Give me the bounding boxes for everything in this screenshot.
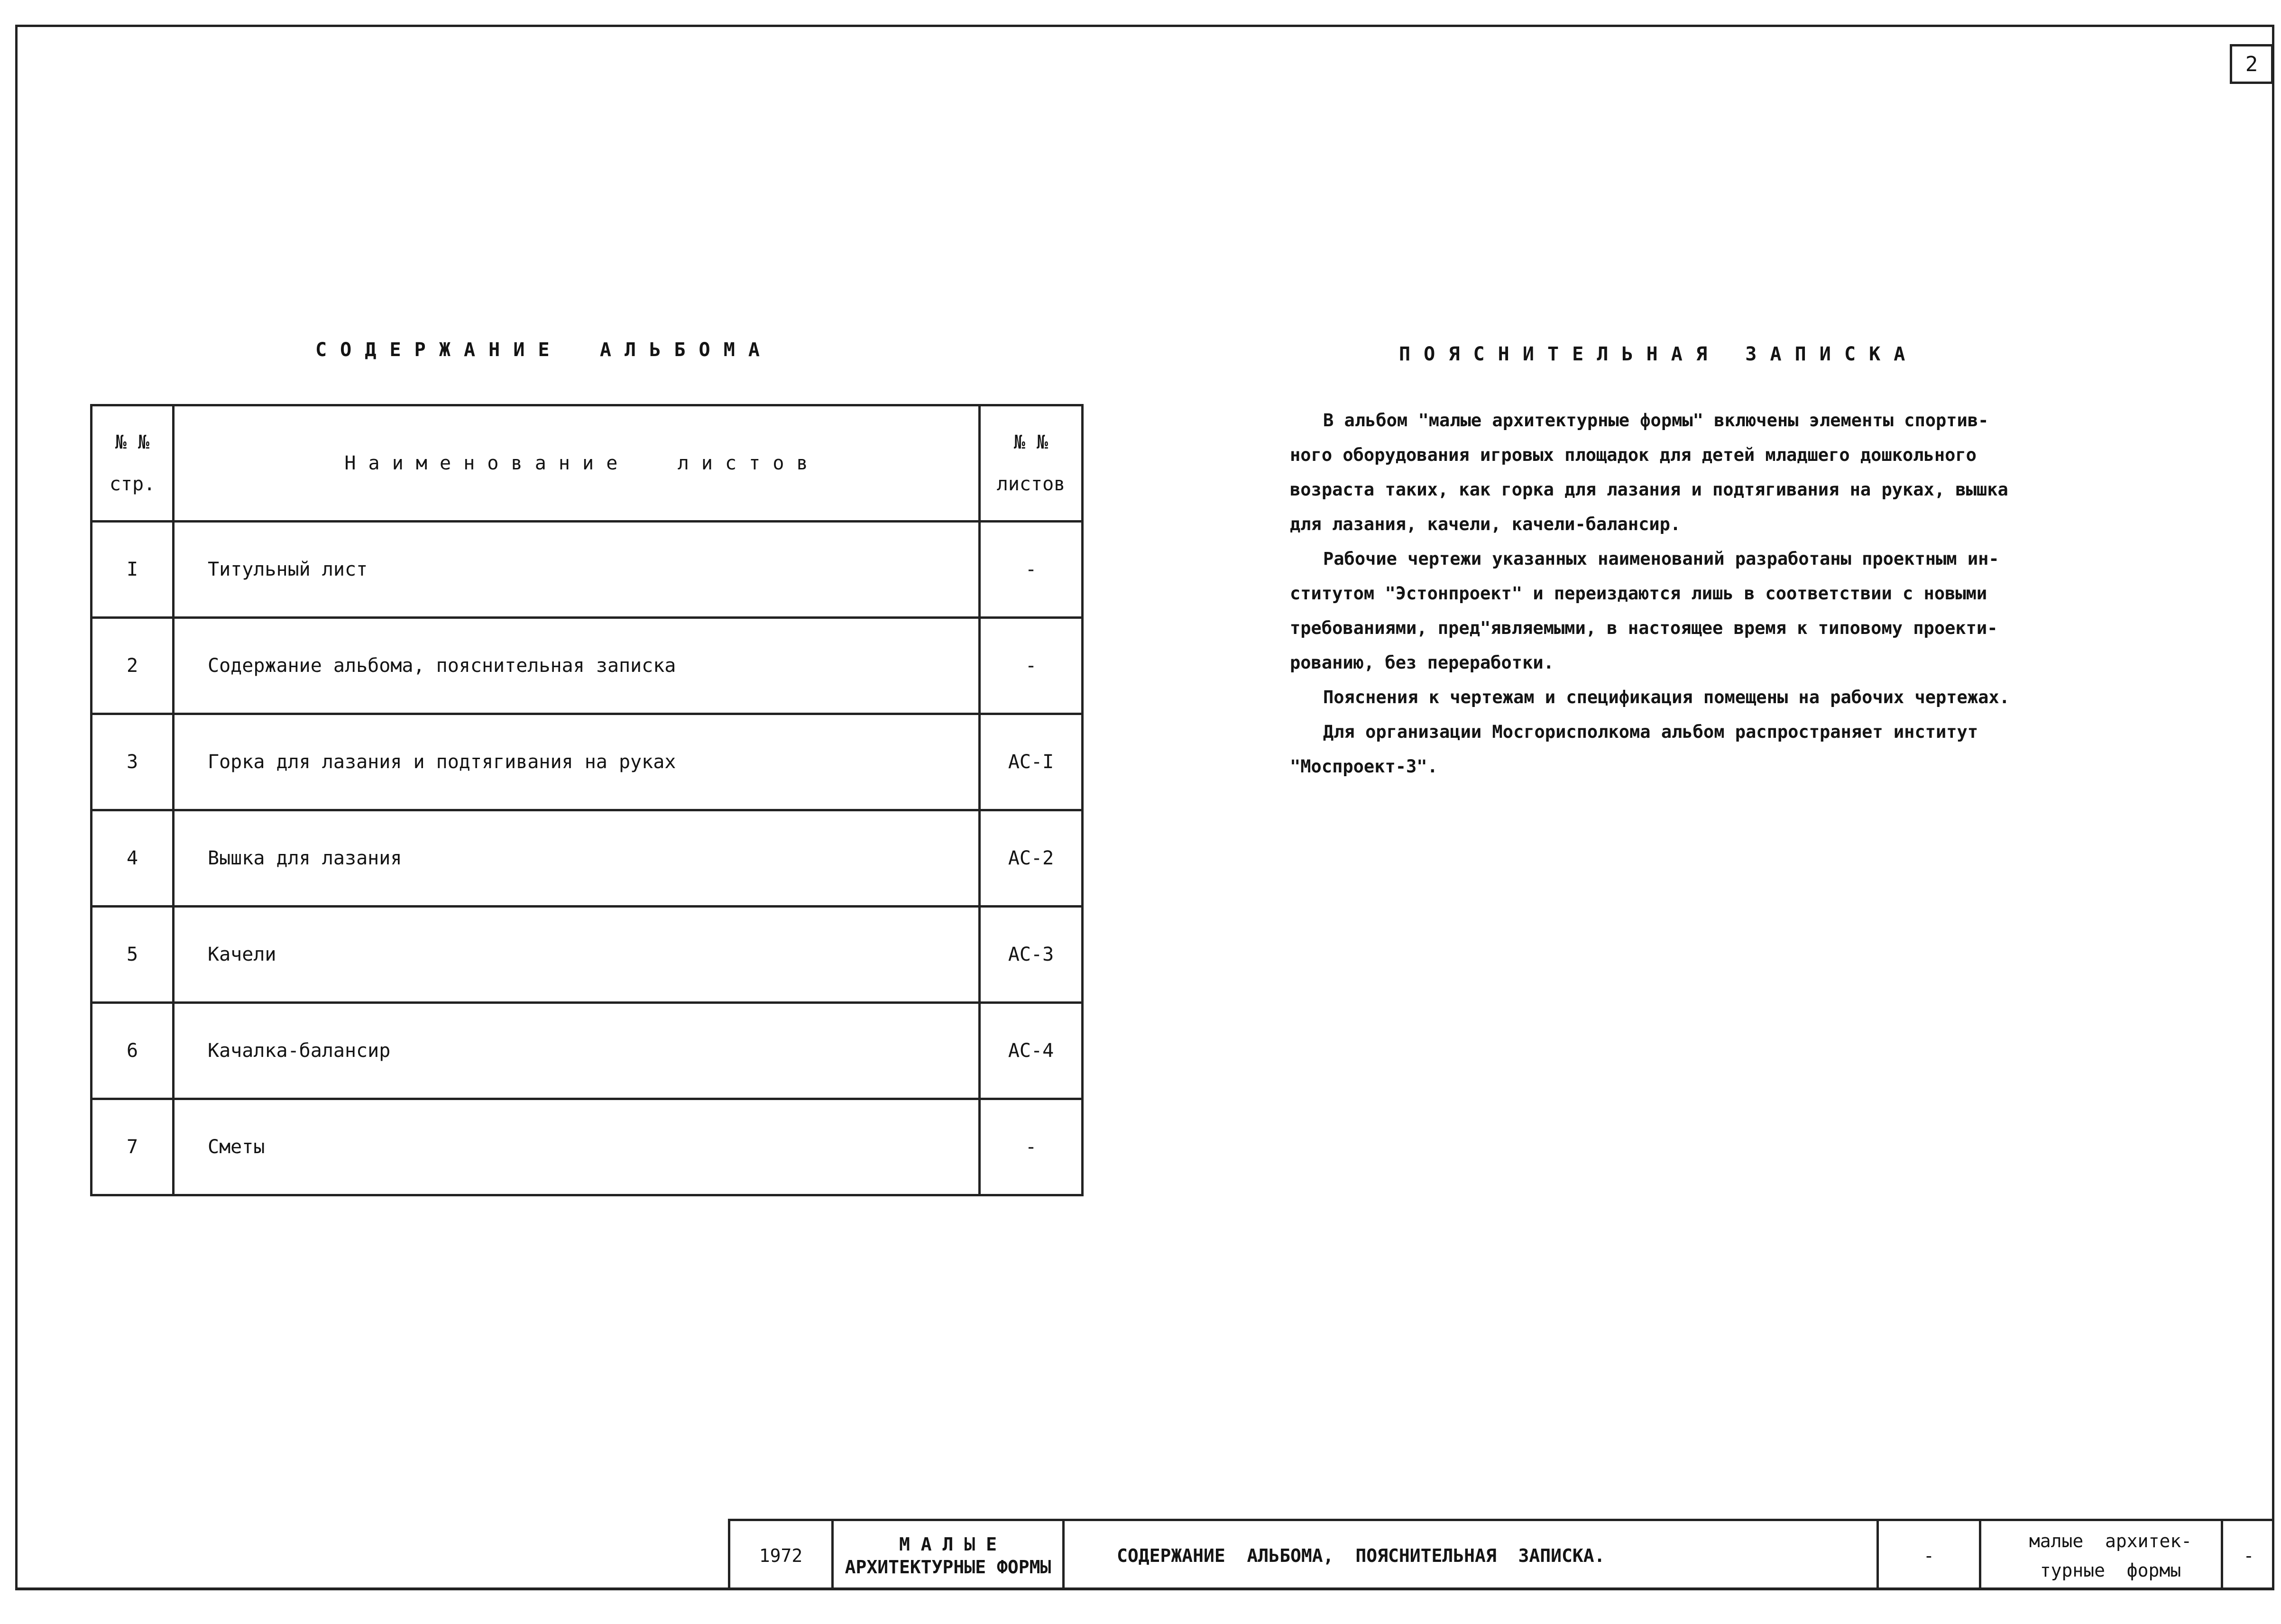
row-sheet-code: АС-2 (980, 810, 1083, 907)
note-line: В альбом "малые архитектурные формы" включены элементы спортив- (1323, 410, 1989, 431)
row-page-number: I (92, 522, 174, 618)
row-sheet-code: - (980, 1099, 1083, 1195)
row-sheet-code: АС-4 (980, 1003, 1083, 1099)
note-line: ститутом "Эстонпроект" и переиздаются лишь в соответствии с новыми (1290, 583, 1987, 604)
table-row (92, 1099, 1083, 1195)
row-sheet-name: Титульный лист (174, 522, 980, 618)
header-sheet-line2: листов (996, 473, 1066, 495)
stamp-year: 1972 (728, 1521, 831, 1590)
row-sheet-name: Качалка-балансир (174, 1003, 980, 1099)
stamp-series-line2: АРХИТЕКТУРНЫЕ ФОРМЫ (845, 1557, 1051, 1578)
row-page-number: 3 (92, 714, 174, 810)
stamp-album-line2: турные формы (2040, 1560, 2181, 1581)
stamp-sheet-field: - (1876, 1521, 1979, 1590)
table-row (92, 714, 1083, 810)
stamp-series (831, 1521, 1062, 1590)
note-line: рованию, без переработки. (1290, 652, 1554, 673)
row-page-number: 5 (92, 907, 174, 1003)
row-sheet-code: - (980, 522, 1083, 618)
header-sheet-number (980, 405, 1083, 522)
table-row (92, 810, 1083, 907)
note-line: "Моспроект-3". (1290, 756, 1438, 777)
row-sheet-code: АС-I (980, 714, 1083, 810)
row-page-number: 7 (92, 1099, 174, 1195)
note-line: возраста таких, как горка для лазания и подтягивания на руках, вышка (1290, 479, 2008, 500)
stamp-title: СОДЕРЖАНИЕ АЛЬБОМА, ПОЯСНИТЕЛЬНАЯ ЗАПИСКА. (1062, 1521, 1876, 1590)
note-line: Пояснения к чертежам и спецификация помещены на рабочих чертежах. (1323, 687, 2010, 707)
stamp-extra-field: - (2221, 1521, 2274, 1590)
page-number-box (2230, 44, 2273, 84)
row-sheet-name: Вышка для лазания (174, 810, 980, 907)
row-sheet-name: Горка для лазания и подтягивания на руках (174, 714, 980, 810)
header-num-line2: стр. (109, 473, 156, 495)
note-title: П О Я С Н И Т Е Л Ь Н А Я З А П И С К А (1399, 343, 1906, 365)
note-line: Рабочие чертежи указанных наименований разработаны проектным ин- (1323, 549, 1999, 569)
explanatory-note (1290, 403, 2034, 784)
row-page-number: 4 (92, 810, 174, 907)
note-line: ного оборудования игровых площадок для детей младшего дошкольного (1290, 445, 1977, 465)
note-line: для лазания, качели, качели-балансир. (1290, 514, 1681, 534)
stamp-album (1979, 1521, 2221, 1590)
page-number: 2 (2245, 52, 2258, 76)
stamp-album-line1: малые архитек- (2029, 1531, 2192, 1551)
toc-title: С О Д Е Р Ж А Н И Е А Л Ь Б О М А (315, 339, 761, 361)
toc-header-row (92, 405, 1083, 522)
stamp-series-line1: М А Л Ы Е (899, 1534, 997, 1555)
row-sheet-name: Содержание альбома, пояснительная записка (174, 618, 980, 714)
row-sheet-name: Сметы (174, 1099, 980, 1195)
header-page-number (92, 405, 174, 522)
row-page-number: 6 (92, 1003, 174, 1099)
note-line: Для организации Мосгорисполкома альбом распространяет институт (1323, 722, 1978, 742)
row-sheet-code: АС-3 (980, 907, 1083, 1003)
header-sheet-line1: № № (1013, 431, 1049, 453)
header-num-line1: № № (115, 431, 150, 453)
table-row (92, 618, 1083, 714)
toc-table (90, 404, 1084, 1196)
row-sheet-code: - (980, 618, 1083, 714)
note-line: требованиями, пред"являемыми, в настоящее время к типовому проекти- (1290, 618, 1998, 638)
table-row (92, 1003, 1083, 1099)
table-row (92, 522, 1083, 618)
title-block (728, 1519, 2274, 1590)
row-sheet-name: Качели (174, 907, 980, 1003)
table-row (92, 907, 1083, 1003)
header-sheet-name: Н а и м е н о в а н и е л и с т о в (174, 405, 980, 522)
row-page-number: 2 (92, 618, 174, 714)
